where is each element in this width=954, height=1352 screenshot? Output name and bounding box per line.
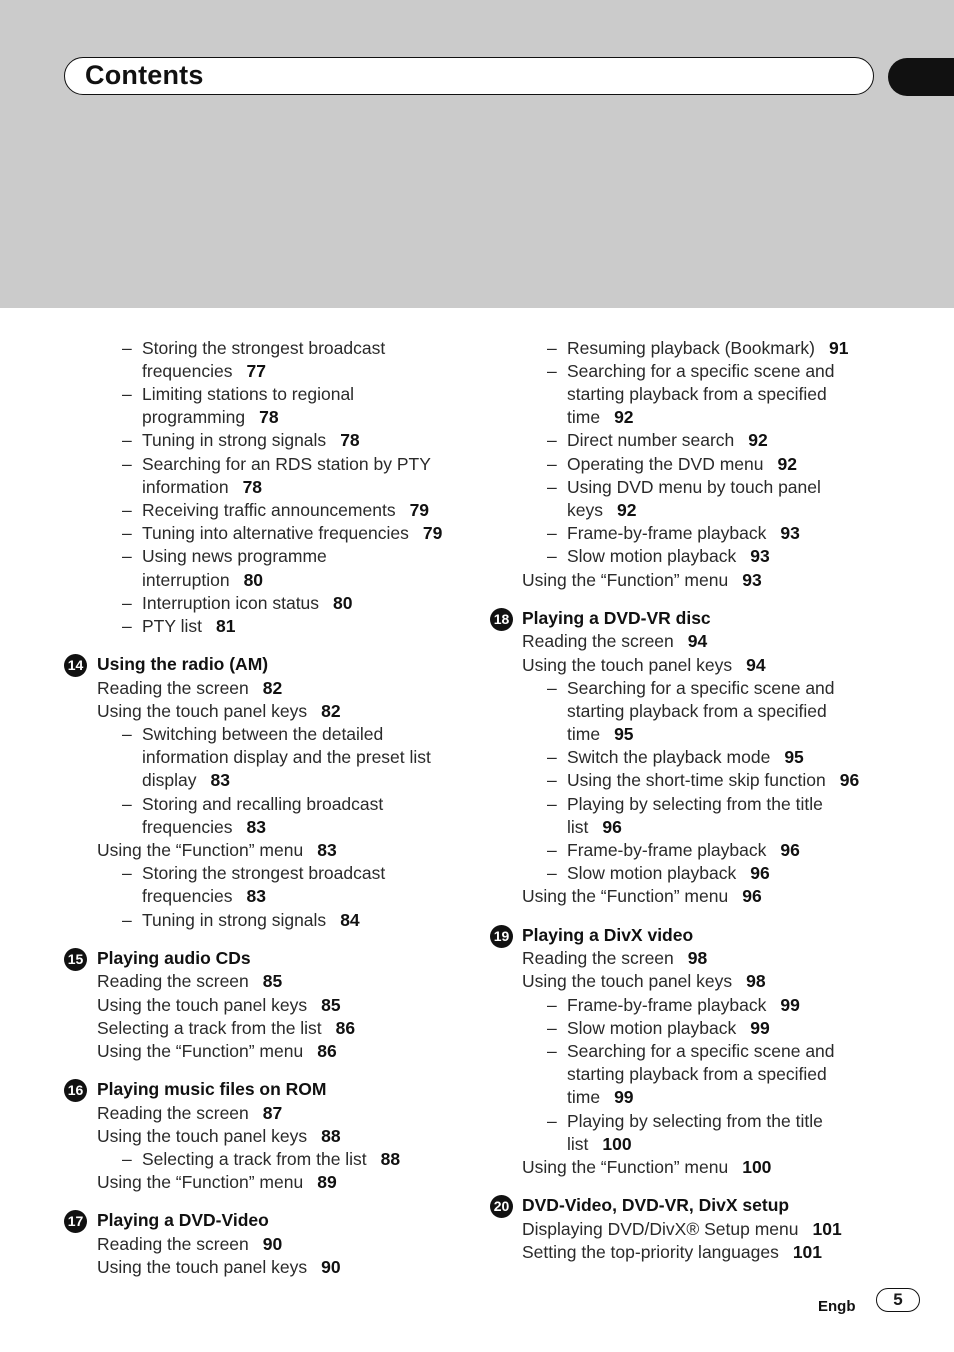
toc-entry[interactable]: Using the touch panel keys 82 [97,701,341,721]
dash-bullet: – [122,546,132,566]
toc-subentry[interactable] [122,592,353,615]
toc-text: Tuning into alternative frequencies [142,523,409,543]
toc-entry[interactable]: Selecting a track from the list 86 [97,1018,356,1038]
toc-text: frequencies [142,361,233,381]
toc-subentry-cont [142,406,279,429]
section-16-badge: 16 [64,1079,87,1102]
toc-subentry[interactable]: – Frame-by-frame playback 99 [547,995,800,1015]
dash-bullet: – [122,593,132,613]
toc-entry[interactable]: Using the touch panel keys 85 [97,995,341,1015]
toc-subentry-cont: time 92 [567,407,634,427]
page-ref: 79 [422,523,443,543]
toc-entry[interactable]: Reading the screen 98 [522,948,708,968]
toc-subentry[interactable] [122,337,386,360]
toc-subentry-cont: starting playback from a specified [567,384,827,404]
toc-subentry[interactable]: – Playing by selecting from the title [547,794,823,814]
toc-subentry[interactable]: – Searching for a specific scene and [547,678,835,698]
language-label: Engb [818,1298,856,1315]
toc-subentry-cont: information display and the preset list [142,747,431,767]
toc-subentry[interactable]: – Storing and recalling broadcast [122,794,384,814]
toc-entry[interactable]: Using the “Function” menu 100 [522,1157,772,1177]
toc-subentry[interactable] [122,383,355,406]
toc-text: information [142,477,229,497]
toc-subentry-cont: frequencies 83 [142,886,266,906]
toc-entry[interactable]: Displaying DVD/DivX® Setup menu 101 [522,1219,842,1239]
section-20-badge: 20 [490,1195,513,1218]
page-ref: 78 [259,407,279,427]
title-box [64,57,874,95]
section-17-title[interactable]: Playing a DVD-Video [97,1210,269,1230]
toc-subentry-cont: frequencies 83 [142,817,266,837]
dash-bullet: – [122,454,132,474]
toc-text: Searching for an RDS station by PTY [142,454,431,474]
toc-text: Storing the strongest broadcast [142,338,386,358]
toc-subentry-cont [142,360,266,383]
toc-subentry-cont: time 95 [567,724,634,744]
toc-entry[interactable]: Using the touch panel keys 94 [522,655,766,675]
dash-bullet: – [122,384,132,404]
dash-bullet: – [122,338,132,358]
section-17-badge: 17 [64,1210,87,1233]
page-ref: 81 [215,616,236,636]
toc-subentry[interactable]: – Frame-by-frame playback 93 [547,523,800,543]
toc-entry[interactable]: Using the “Function” menu 96 [522,886,762,906]
toc-entry[interactable]: Reading the screen 82 [97,678,283,698]
toc-subentry[interactable]: – Frame-by-frame playback 96 [547,840,800,860]
page-ref: 78 [242,477,263,497]
toc-entry[interactable]: Using the “Function” menu 89 [97,1172,337,1192]
toc-subentry[interactable]: – Slow motion playback 99 [547,1018,770,1038]
toc-entry[interactable]: Using the touch panel keys 90 [97,1257,341,1277]
toc-subentry[interactable]: – Slow motion playback 96 [547,863,770,883]
toc-entry[interactable]: Setting the top-priority languages 101 [522,1242,823,1262]
section-15-title[interactable]: Playing audio CDs [97,948,251,968]
toc-subentry[interactable]: – Slow motion playback 93 [547,546,770,566]
section-tab [888,58,954,96]
section-14-title[interactable]: Using the radio (AM) [97,654,269,674]
toc-subentry[interactable]: – Searching for a specific scene and [547,361,835,381]
toc-subentry[interactable]: – Switch the playback mode 95 [547,747,804,767]
toc-subentry[interactable]: – Storing the strongest broadcast [122,863,386,883]
section-18-badge: 18 [490,608,513,631]
toc-subentry[interactable] [122,522,443,545]
toc-subentry[interactable]: – Selecting a track from the list 88 [122,1149,401,1169]
toc-entry[interactable]: Using the touch panel keys 88 [97,1126,341,1146]
toc-subentry-cont: list 100 [567,1134,632,1154]
page-ref: 80 [333,593,353,613]
toc-subentry-cont: keys 92 [567,500,637,520]
toc-subentry-cont: display 83 [142,770,230,790]
toc-entry[interactable]: Using the “Function” menu 86 [97,1041,337,1061]
toc-text: Tuning in strong signals [142,430,327,450]
section-18-title[interactable]: Playing a DVD-VR disc [522,608,711,628]
toc-entry[interactable]: Using the “Function” menu 83 [97,840,337,860]
toc-text: Limiting stations to regional [142,384,355,404]
toc-entry[interactable]: Using the “Function” menu 93 [522,570,762,590]
toc-text: interruption [142,570,230,590]
toc-subentry-cont [142,476,262,499]
toc-text: PTY list [142,616,202,636]
header-band [0,0,954,308]
toc-entry[interactable]: Using the touch panel keys 98 [522,971,766,991]
toc-subentry[interactable] [122,615,236,638]
toc-subentry[interactable]: – Switching between the detailed [122,724,384,744]
toc-subentry[interactable]: – Direct number search 92 [547,430,768,450]
toc-subentry-cont: starting playback from a specified [567,701,827,721]
toc-subentry-cont [142,569,263,592]
toc-subentry[interactable] [122,545,327,568]
dash-bullet: – [122,523,132,543]
toc-subentry[interactable]: – Operating the DVD menu 92 [547,454,797,474]
page-number: 5 [876,1288,920,1312]
toc-subentry-cont: list 96 [567,817,622,837]
toc-entry[interactable]: Reading the screen 90 [97,1234,283,1254]
toc-subentry-cont: starting playback from a specified [567,1064,827,1084]
dash-bullet: – [122,430,132,450]
page-ref: 78 [340,430,360,450]
toc-text: Using news programme [142,546,327,566]
toc-subentry[interactable]: – Using DVD menu by touch panel [547,477,821,497]
toc-text: Receiving traffic announcements [142,500,396,520]
toc-entry[interactable]: Reading the screen 94 [522,631,708,651]
toc-subentry[interactable]: – Searching for a specific scene and [547,1041,835,1061]
dash-bullet: – [122,616,132,636]
toc-subentry[interactable]: – Tuning in strong signals 84 [122,910,360,930]
section-20-title[interactable]: DVD-Video, DVD-VR, DivX setup [522,1195,790,1215]
dash-bullet: – [122,500,132,520]
toc-text: Interruption icon status [142,593,320,613]
toc-text: programming [142,407,246,427]
toc-subentry[interactable]: – Resuming playback (Bookmark) 91 [547,338,849,358]
toc-subentry[interactable]: – Playing by selecting from the title [547,1111,823,1131]
toc-entry[interactable]: Reading the screen 85 [97,971,283,991]
toc-entry[interactable]: Reading the screen 87 [97,1103,283,1123]
page-ref: 77 [246,361,266,381]
section-14-badge: 14 [64,654,87,677]
page-ref: 79 [409,500,430,520]
toc-subentry[interactable] [122,429,360,452]
section-16-title[interactable]: Playing music files on ROM [97,1079,327,1099]
section-15-badge: 15 [64,948,87,971]
page-ref: 80 [243,570,264,590]
toc-subentry[interactable]: – Using the short-time skip function 96 [547,770,860,790]
toc-subentry[interactable] [122,453,431,476]
section-19-title[interactable]: Playing a DivX video [522,925,694,945]
toc-subentry-cont: time 99 [567,1087,634,1107]
toc-subentry[interactable] [122,499,430,522]
section-19-badge: 19 [490,925,513,948]
page-title: Contents [85,60,204,90]
